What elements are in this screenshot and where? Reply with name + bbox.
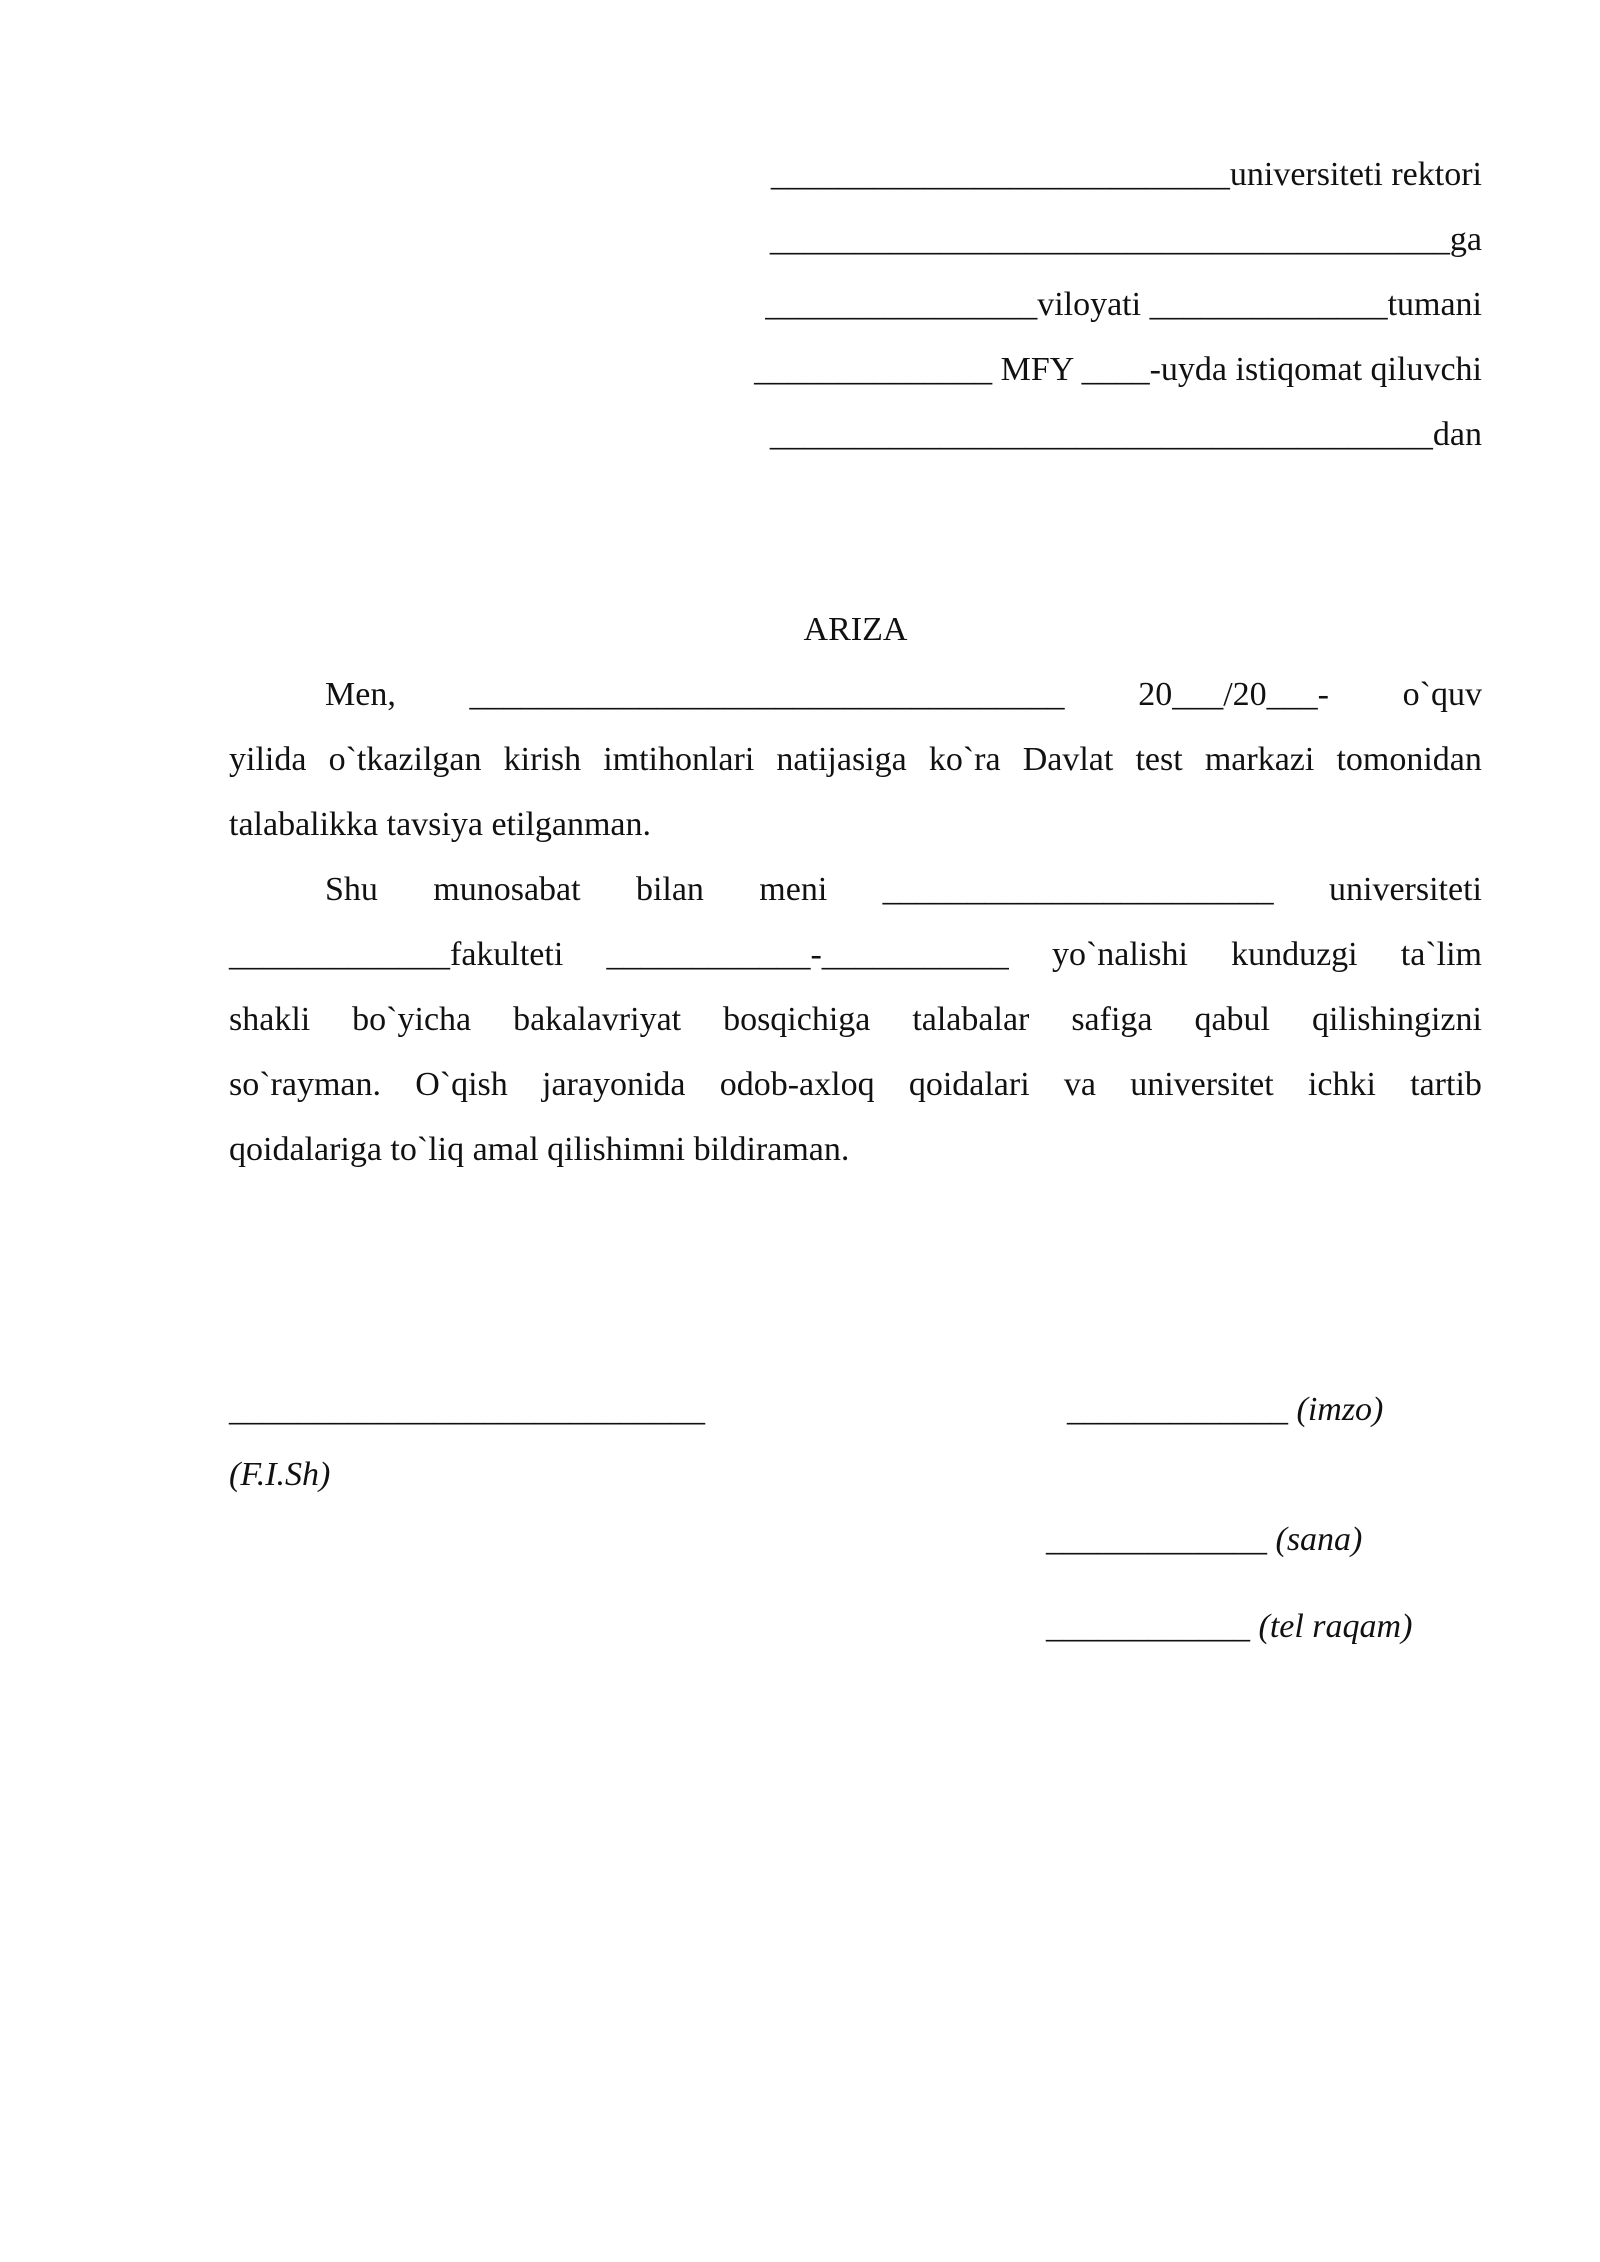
signature-label: (imzo) — [1296, 1391, 1384, 1428]
word: talabalar — [912, 1001, 1030, 1038]
word: bakalavriyat — [513, 1001, 682, 1038]
date-row — [1046, 1520, 1362, 1560]
word: odob-axloq — [719, 1066, 875, 1103]
date-blank-line: _____________ — [1046, 1521, 1267, 1558]
header-line-region: ________________viloyati ______________tumani — [765, 286, 1482, 323]
word: tartib — [1410, 1066, 1482, 1103]
paragraph-2-line-4 — [229, 1065, 1482, 1105]
blank-direction: ____________-___________ — [606, 936, 1009, 973]
word: qoidalari — [908, 1066, 1030, 1103]
paragraph-2-line-3 — [229, 1000, 1482, 1040]
word: ta`lim — [1400, 936, 1482, 973]
word: ichki — [1307, 1066, 1376, 1103]
word: shakli — [229, 1001, 311, 1038]
paragraph-2-line-1 — [325, 870, 1482, 910]
document-title: ARIZA — [803, 611, 908, 648]
word: universitet — [1130, 1066, 1274, 1103]
word: yilida — [229, 741, 307, 778]
paragraph-1-line-1 — [325, 675, 1482, 715]
word: so`rayman. — [229, 1066, 382, 1103]
word: imtihonlari — [603, 741, 755, 778]
word: O`qish — [415, 1066, 508, 1103]
name-blank-line: ____________________________ — [229, 1391, 705, 1428]
header-line-sender: _______________________________________dan — [769, 416, 1482, 453]
year-blank: 20___/20___- — [1138, 676, 1329, 713]
signature-row — [1067, 1390, 1383, 1430]
word: universiteti — [1329, 871, 1482, 908]
blank-university: _______________________ — [882, 871, 1274, 908]
word: qabul — [1194, 1001, 1270, 1038]
phone-label: (tel raqam) — [1258, 1608, 1413, 1645]
word: o`quv — [1402, 676, 1482, 713]
word: qilishingizni — [1311, 1001, 1482, 1038]
phone-blank-line: ____________ — [1046, 1608, 1250, 1645]
word: tomonidan — [1336, 741, 1482, 778]
word: bo`yicha — [352, 1001, 472, 1038]
header-line-address: ______________ MFY ____-uyda istiqomat qiluvchi — [754, 351, 1482, 388]
word: munosabat — [433, 871, 581, 908]
paragraph-2-line-5: qoidalariga to`liq amal qilishimni bildiraman. — [229, 1131, 850, 1168]
word: test — [1135, 741, 1183, 778]
header-line-rector: ___________________________universiteti rektori — [770, 156, 1482, 193]
name-label: (F.I.Sh) — [229, 1456, 331, 1493]
paragraph-2-line-2 — [229, 935, 1482, 975]
word: Men, — [325, 676, 396, 713]
word: meni — [759, 871, 828, 908]
word: o`tkazilgan — [328, 741, 482, 778]
word: Shu — [325, 871, 378, 908]
word: jarayonida — [542, 1066, 686, 1103]
paragraph-1-line-3: talabalikka tavsiya etilganman. — [229, 806, 652, 843]
word: bilan — [635, 871, 704, 908]
word: kunduzgi — [1231, 936, 1358, 973]
phone-row — [1046, 1607, 1412, 1647]
word: kirish — [503, 741, 582, 778]
word: ko`ra — [928, 741, 1001, 778]
word: bosqichiga — [723, 1001, 871, 1038]
word: yo`nalishi — [1051, 936, 1188, 973]
signature-blank-line: _____________ — [1067, 1391, 1288, 1428]
blank-name: ___________________________________ — [469, 676, 1065, 713]
paragraph-1-line-2 — [229, 740, 1482, 780]
date-label: (sana) — [1275, 1521, 1363, 1558]
word: Davlat — [1022, 741, 1114, 778]
word: safiga — [1071, 1001, 1153, 1038]
word: va — [1063, 1066, 1096, 1103]
word: markazi — [1204, 741, 1315, 778]
header-line-recipient: ________________________________________ga — [769, 221, 1482, 258]
word: natijasiga — [776, 741, 907, 778]
blank-faculty: _____________fakulteti — [229, 936, 564, 973]
